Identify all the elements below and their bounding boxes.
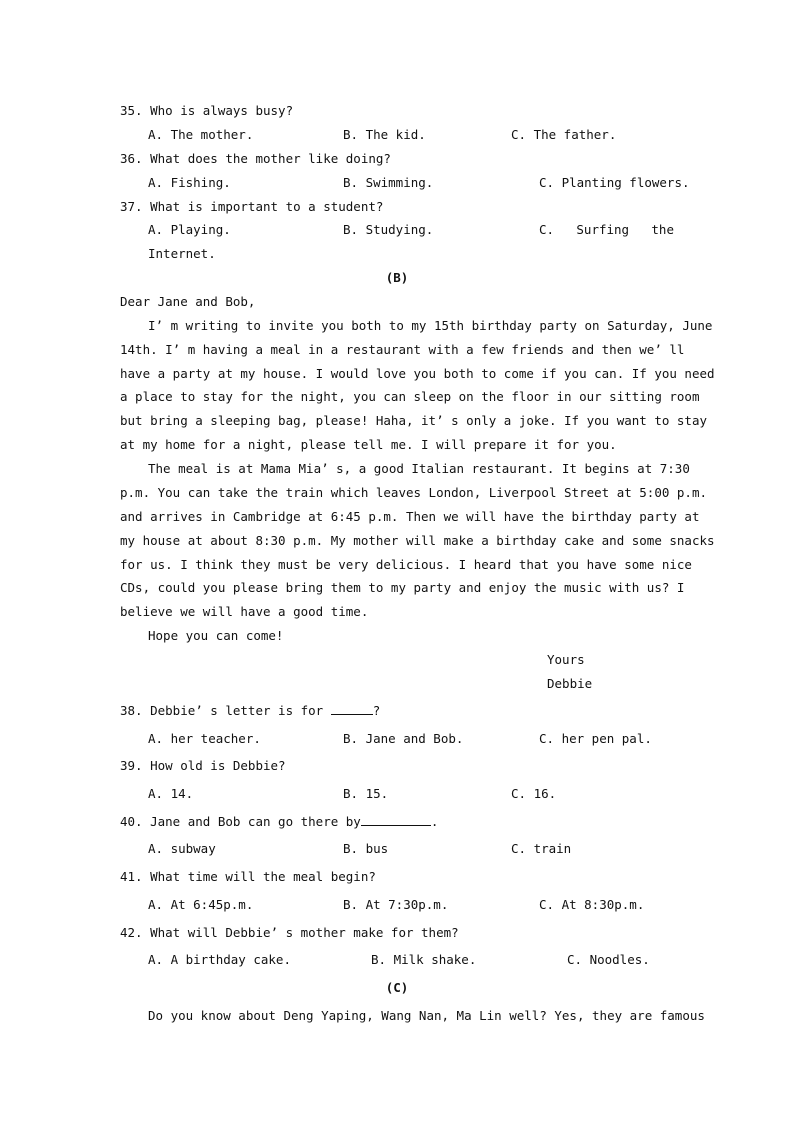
q38-question-text: 38. Debbie’ s letter is for — [120, 703, 324, 718]
letter-para2-line3: and arrives in Cambridge at 6:45 p.m. Then we will have the birthday party at — [120, 509, 700, 524]
q37-option-b[interactable]: B. Studying. — [343, 222, 434, 237]
q35-option-a[interactable]: A. The mother. — [148, 127, 254, 142]
q39-option-b[interactable]: B. 15. — [343, 786, 389, 801]
q40-option-a[interactable]: A. subway — [148, 841, 216, 856]
q42-option-b[interactable]: B. Milk shake. — [371, 952, 477, 967]
letter-para1-line2: 14th. I’ m having a meal in a restaurant with a few friends and then we’ ll — [120, 342, 685, 357]
q38-answer-blank[interactable] — [331, 714, 373, 715]
q37-option-c-word2: Surfing — [576, 222, 630, 237]
section-c-heading: (C) — [385, 980, 409, 995]
q35-question: 35. Who is always busy? — [120, 103, 294, 118]
q36-option-a[interactable]: A. Fishing. — [148, 175, 231, 190]
q35-option-b[interactable]: B. The kid. — [343, 127, 426, 142]
letter-sign-off: Yours — [547, 652, 585, 667]
q39-option-a[interactable]: A. 14. — [148, 786, 194, 801]
q42-option-c[interactable]: C. Noodles. — [567, 952, 650, 967]
q36-option-b[interactable]: B. Swimming. — [343, 175, 434, 190]
letter-para1-line4: a place to stay for the night, you can sleep on the floor in our sitting room — [120, 389, 700, 404]
letter-signature: Debbie — [547, 676, 593, 691]
q40-question — [120, 814, 438, 830]
q39-question: 39. How old is Debbie? — [120, 758, 286, 773]
letter-para2-line7: believe we will have a good time. — [120, 604, 369, 619]
section-b-heading: (B) — [385, 270, 409, 285]
q37-question: 37. What is important to a student? — [120, 199, 384, 214]
q42-option-a[interactable]: A. A birthday cake. — [148, 952, 291, 967]
section-c-para1-line1: Do you know about Deng Yaping, Wang Nan, Ma Lin well? Yes, they are famous — [148, 1008, 705, 1023]
q38-option-a[interactable]: A. her teacher. — [148, 731, 261, 746]
letter-salutation: Dear Jane and Bob, — [120, 294, 256, 309]
q37-option-c[interactable] — [539, 222, 674, 238]
letter-para1-line5: but bring a sleeping bag, please! Haha, it’ s only a joke. If you want to stay — [120, 413, 707, 428]
letter-closing: Hope you can come! — [148, 628, 284, 643]
q40-answer-blank[interactable] — [361, 825, 431, 826]
q37-option-a[interactable]: A. Playing. — [148, 222, 231, 237]
letter-para1-line6: at my home for a night, please tell me. I will prepare it for you. — [120, 437, 617, 452]
q38-question-suffix: ? — [372, 703, 381, 718]
q41-option-c[interactable]: C. At 8:30p.m. — [539, 897, 645, 912]
q41-question: 41. What time will the meal begin? — [120, 869, 376, 884]
q38-option-b[interactable]: B. Jane and Bob. — [343, 731, 464, 746]
q41-option-a[interactable]: A. At 6:45p.m. — [148, 897, 254, 912]
q37-option-c-word1: C. — [539, 222, 555, 237]
letter-para2-line4: my house at about 8:30 p.m. My mother will make a birthday cake and some snacks — [120, 533, 715, 548]
q38-question — [120, 703, 380, 719]
q38-option-c[interactable]: C. her pen pal. — [539, 731, 652, 746]
letter-para2-line6: CDs, could you please bring them to my party and enjoy the music with us? I — [120, 580, 685, 595]
q42-question: 42. What will Debbie’ s mother make for them? — [120, 925, 459, 940]
q37-option-c-continued: Internet. — [148, 246, 216, 261]
letter-para2-line1: The meal is at Mama Mia’ s, a good Italian restaurant. It begins at 7:30 — [148, 461, 690, 476]
q37-option-c-word3: the — [651, 222, 674, 237]
letter-para2-line2: p.m. You can take the train which leaves London, Liverpool Street at 5:00 p.m. — [120, 485, 707, 500]
letter-para2-line5: for us. I think they must be very delicious. I heard that you have some nice — [120, 557, 692, 572]
q36-option-c[interactable]: C. Planting flowers. — [539, 175, 690, 190]
q40-question-suffix: . — [430, 814, 439, 829]
letter-para1-line3: have a party at my house. I would love you both to come if you can. If you need — [120, 366, 715, 381]
letter-para1-line1: I’ m writing to invite you both to my 15th birthday party on Saturday, June — [148, 318, 713, 333]
q40-question-text: 40. Jane and Bob can go there by — [120, 814, 361, 829]
q40-option-b[interactable]: B. bus — [343, 841, 389, 856]
q36-question: 36. What does the mother like doing? — [120, 151, 391, 166]
q39-option-c[interactable]: C. 16. — [511, 786, 557, 801]
q41-option-b[interactable]: B. At 7:30p.m. — [343, 897, 449, 912]
q35-option-c[interactable]: C. The father. — [511, 127, 617, 142]
q40-option-c[interactable]: C. train — [511, 841, 572, 856]
